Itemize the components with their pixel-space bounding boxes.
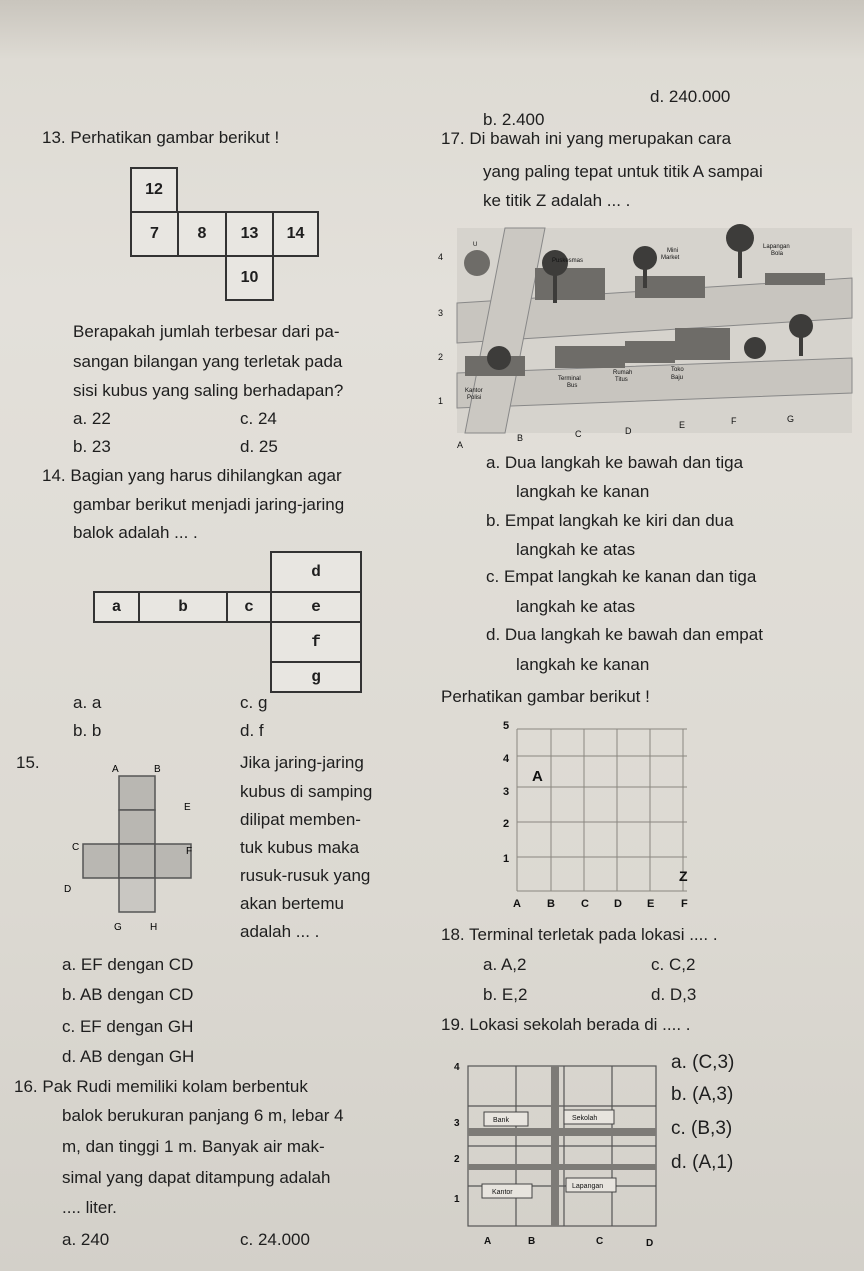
q17-x-tick: D	[625, 426, 632, 436]
q17-text-line: ke titik Z adalah ... .	[483, 191, 631, 210]
q13-net-cell: 10	[225, 255, 274, 301]
q18-option-c: c. C,2	[651, 955, 696, 974]
q13-option-d: d. 25	[240, 437, 278, 456]
q17-map-label: Rumah	[613, 370, 633, 376]
q17-map-label: Polisi	[467, 395, 482, 401]
q16-text-line: .... liter.	[62, 1198, 117, 1217]
q14-text-line: gambar berikut menjadi jaring-jaring	[73, 495, 345, 514]
q17-map-label: Market	[661, 255, 680, 261]
top-option-d: d. 240.000	[650, 87, 731, 106]
q17-compass-north: U	[473, 242, 478, 248]
q16-text-line: 16. Pak Rudi memiliki kolam berbentuk	[14, 1077, 308, 1096]
q15-option-c: c. EF dengan GH	[62, 1017, 194, 1036]
q16-text-line: m, dan tinggi 1 m. Banyak air mak-	[62, 1137, 325, 1156]
q17-text-line: yang paling tepat untuk titik A sampai	[483, 162, 763, 181]
q18-option-a: a. A,2	[483, 955, 527, 974]
q16-text-line: simal yang dapat ditampung adalah	[62, 1168, 331, 1187]
q19-y-tick: 1	[454, 1194, 460, 1205]
q19-x-tick: C	[596, 1236, 604, 1247]
q14-net-cell: e	[270, 591, 362, 623]
q19-question: 19. Lokasi sekolah berada di .... .	[441, 1015, 691, 1034]
q18-option-b: b. E,2	[483, 985, 528, 1004]
q17-map-label: Mini	[667, 248, 679, 254]
q15-cube-net-figure	[62, 758, 202, 938]
q19-option-a: a. (C,3)	[671, 1052, 735, 1073]
q13-net-cell: 8	[177, 211, 227, 257]
q17-map-label: Lapangan	[763, 244, 790, 250]
q16-option-a: a. 240	[62, 1230, 110, 1249]
q13-option-c: c. 24	[240, 409, 277, 428]
q13-net-cell: 14	[272, 211, 319, 257]
q15-text-line: adalah ... .	[240, 922, 320, 941]
q17-option-b-cont: langkah ke atas	[516, 540, 636, 559]
q17-map-label: Kantor	[465, 388, 483, 394]
q18-y-tick: 4	[503, 753, 510, 765]
q13-net-cell: 13	[225, 211, 274, 257]
q15-text-line: akan bertemu	[240, 894, 344, 913]
q15-option-b: b. AB dengan CD	[62, 985, 194, 1004]
q14-option-c: c. g	[240, 693, 268, 712]
q18-x-tick: D	[614, 898, 622, 910]
q18-question: 18. Terminal terletak pada lokasi .... .	[441, 925, 718, 944]
q18-y-tick: 1	[503, 853, 510, 865]
q16-text-line: balok berukuran panjang 6 m, lebar 4	[62, 1106, 344, 1125]
q17-y-tick: 3	[438, 308, 444, 318]
q17-option-c: c. Empat langkah ke kanan dan tiga	[486, 567, 757, 586]
q14-option-d: d. f	[240, 721, 264, 740]
q17-x-tick: C	[575, 429, 582, 439]
q18-x-tick: C	[581, 898, 589, 910]
q17-y-tick: 4	[438, 252, 444, 262]
q19-option-c: c. (B,3)	[671, 1118, 733, 1139]
q17-text-line: 17. Di bawah ini yang merupakan cara	[441, 129, 732, 148]
q15-text-line: kubus di samping	[240, 782, 373, 801]
q15-text-line: tuk kubus maka	[240, 838, 360, 857]
q14-net-cell: a	[93, 591, 140, 623]
q13-text-line: sisi kubus yang saling berhadapan?	[73, 381, 344, 400]
q17-option-c-cont: langkah ke atas	[516, 597, 636, 616]
q16-option-c: c. 24.000	[240, 1230, 310, 1249]
q14-option-b: b. b	[73, 721, 102, 740]
q19-y-tick: 2	[454, 1154, 460, 1165]
q13-net-cell: 12	[130, 167, 178, 213]
q17-x-tick: G	[787, 414, 795, 424]
q15-vertex-label: B	[154, 764, 161, 775]
q17-option-d: d. Dua langkah ke bawah dan empat	[486, 625, 763, 644]
q17-y-tick: 2	[438, 352, 444, 362]
q18-y-tick: 5	[503, 720, 510, 732]
q19-map-label: Kantor	[492, 1189, 513, 1196]
q17-map-label: Puskesmas	[552, 258, 584, 264]
q19-option-d: d. (A,1)	[671, 1152, 734, 1173]
q15-vertex-label: C	[72, 842, 80, 853]
q18-x-tick: A	[513, 898, 521, 910]
q18-grid-figure	[495, 715, 705, 915]
q18-x-tick: B	[547, 898, 555, 910]
q18-x-tick: F	[681, 898, 688, 910]
q15-text-line: dilipat memben-	[240, 810, 361, 829]
q15-vertex-label: H	[150, 922, 158, 933]
q19-x-tick: D	[646, 1238, 654, 1249]
q17-map-label: Toko	[671, 367, 684, 373]
q17-map-label: Titus	[615, 377, 628, 383]
q13-option-a: a. 22	[73, 409, 111, 428]
q15-vertex-label: F	[186, 846, 193, 857]
q17-x-tick: A	[457, 440, 464, 450]
q18-point-a: A	[532, 768, 543, 785]
q17-option-b: b. Empat langkah ke kiri dan dua	[486, 511, 734, 530]
q17-map-label: Bola	[771, 251, 784, 257]
q19-map-figure	[446, 1056, 666, 1256]
q17-x-tick: B	[517, 433, 524, 443]
q17-city-map	[435, 208, 855, 458]
q18-point-z: Z	[679, 868, 688, 884]
q14-net-cell: f	[270, 621, 362, 663]
q15-vertex-label: D	[64, 884, 72, 895]
q13-title: 13. Perhatikan gambar berikut !	[42, 128, 280, 147]
q19-x-tick: B	[528, 1236, 536, 1247]
grid-section-title: Perhatikan gambar berikut !	[441, 687, 650, 706]
q15-vertex-label: G	[114, 922, 122, 933]
q13-text-line: sangan bilangan yang terletak pada	[73, 352, 343, 371]
q17-map-label: Terminal	[558, 376, 581, 382]
q17-option-a: a. Dua langkah ke bawah dan tiga	[486, 453, 744, 472]
q19-map-label: Bank	[493, 1117, 509, 1124]
q13-text-line: Berapakah jumlah terbesar dari pa-	[73, 322, 340, 341]
q17-map-label: Baju	[671, 375, 684, 381]
top-option-b: b. 2.400	[483, 110, 545, 129]
q19-map-label: Lapangan	[572, 1183, 604, 1190]
q19-map-label: Sekolah	[572, 1115, 598, 1122]
q17-x-tick: F	[731, 416, 737, 426]
q18-y-tick: 2	[503, 818, 510, 830]
q14-text-line: 14. Bagian yang harus dihilangkan agar	[42, 466, 342, 485]
q15-text-line: Jika jaring-jaring	[240, 753, 364, 772]
q14-text-line: balok adalah ... .	[73, 523, 198, 542]
q14-option-a: a. a	[73, 693, 102, 712]
q14-net-cell: c	[226, 591, 272, 623]
q14-net-cell: g	[270, 661, 362, 693]
q14-net-cell: d	[270, 551, 362, 593]
q13-net-cell: 7	[130, 211, 179, 257]
q15-text-line: rusuk-rusuk yang	[240, 866, 371, 885]
q19-x-tick: A	[484, 1236, 492, 1247]
q15-number: 15.	[16, 753, 40, 772]
q13-option-b: b. 23	[73, 437, 111, 456]
q17-y-tick: 1	[438, 396, 444, 406]
q18-x-tick: E	[647, 898, 655, 910]
q14-net-cell: b	[138, 591, 228, 623]
q19-y-tick: 3	[454, 1118, 460, 1129]
q17-option-a-cont: langkah ke kanan	[516, 482, 650, 501]
q15-vertex-label: A	[112, 764, 119, 775]
q15-option-a: a. EF dengan CD	[62, 955, 194, 974]
q19-y-tick: 4	[454, 1062, 460, 1073]
q18-y-tick: 3	[503, 786, 510, 798]
q18-option-d: d. D,3	[651, 985, 697, 1004]
q17-x-tick: E	[679, 420, 686, 430]
q17-option-d-cont: langkah ke kanan	[516, 655, 650, 674]
q15-option-d: d. AB dengan GH	[62, 1047, 195, 1066]
q17-map-label: Bus	[567, 383, 578, 389]
q15-vertex-label: E	[184, 802, 191, 813]
q19-option-b: b. (A,3)	[671, 1084, 734, 1105]
